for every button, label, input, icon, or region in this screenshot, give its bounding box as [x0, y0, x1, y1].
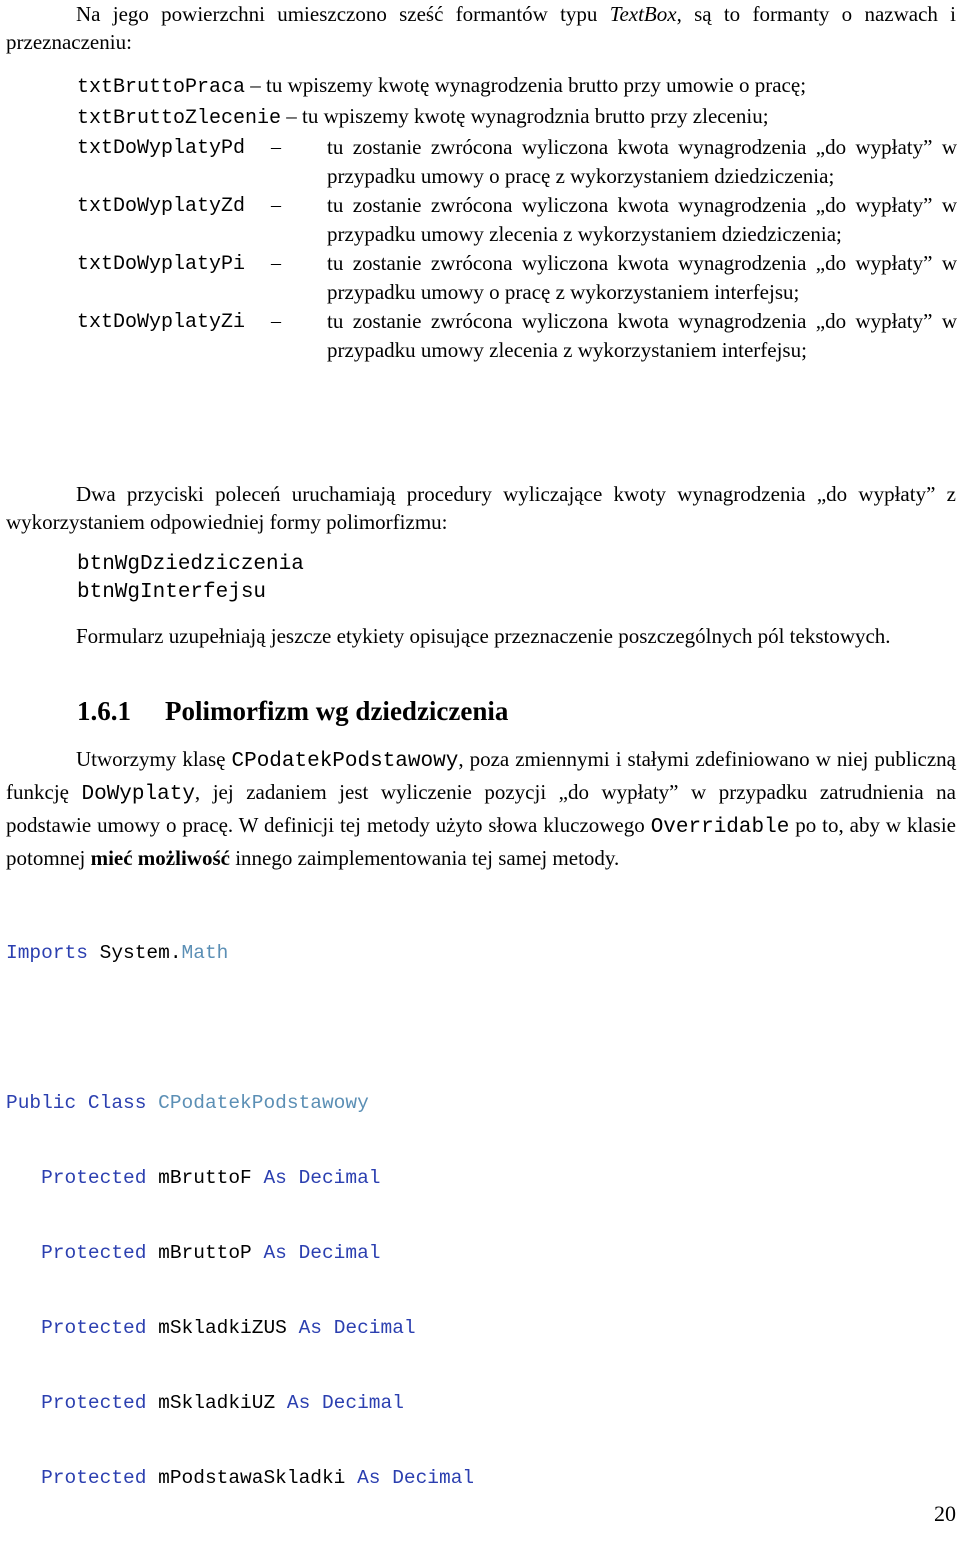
code-line-field	[6, 1241, 474, 1266]
definition-desc: tu zostanie zwrócona wyliczona kwota wynagrodzenia „do wypłaty” w przypadku umowy zlecenia z wykorzystaniem dziedziczenia;	[327, 193, 957, 246]
definition-term: txtDoWyplatyPd	[77, 137, 246, 160]
body-text: innego zaimplementowania tej samej metody.	[229, 846, 620, 870]
intro-text-after: , są to formanty o nazwach i przeznaczeniu:	[6, 2, 956, 54]
labels-note-text: Formularz uzupełniają jeszcze etykiety opisujące przeznaczenie poszczególnych pól tekstowych.	[76, 624, 891, 648]
code-keyword: Imports	[6, 942, 88, 964]
code-line-field	[6, 1466, 474, 1491]
code-line-class	[6, 1091, 474, 1116]
code-line-field	[6, 1166, 474, 1191]
definition-term-cell	[77, 249, 327, 307]
code-field-name: mPodstawaSkladki	[158, 1467, 346, 1489]
section-title: Polimorfizm wg dziedziczenia	[165, 696, 509, 726]
code-blank-line	[6, 1016, 474, 1041]
code-keyword: Class	[87, 1092, 147, 1114]
code-field-name: mSkladkiUZ	[158, 1392, 276, 1414]
code-keyword: As	[263, 1242, 287, 1264]
definition-row	[77, 71, 957, 102]
definition-desc: – tu wpiszemy kwotę wynagrodznia brutto przy zleceniu;	[286, 104, 769, 128]
body-text: Utworzymy klasę	[76, 747, 232, 771]
code-field-name: mSkladkiZUS	[158, 1317, 287, 1339]
definition-term: txtBruttoPraca	[77, 76, 246, 99]
body-text: , jej zadaniem jest wyliczenie pozycji „do wypłaty” w przypadku zatrudnienia na podstawie umowy o pracę. W definicji tej metody użyto słowa kluczowego	[6, 780, 956, 837]
body-text: po to, aby w klasie potomnej	[6, 813, 956, 870]
body-paragraph	[6, 744, 956, 873]
labels-paragraph	[6, 622, 956, 650]
page-number: 20	[934, 1501, 956, 1526]
definition-row	[77, 249, 957, 307]
code-class-name: CPodatekPodstawowy	[158, 1092, 369, 1114]
code-type: Decimal	[333, 1317, 416, 1339]
definition-desc: tu zostanie zwrócona wyliczona kwota wynagrodzenia „do wypłaty” w przypadku umowy o pracę z wykorzystaniem interfejsu;	[327, 251, 957, 304]
code-keyword: As	[357, 1467, 381, 1489]
inline-code-keyword: Overridable	[650, 816, 790, 839]
code-modifier: Protected	[41, 1167, 147, 1189]
button-name-item: btnWgDziedziczenia	[77, 553, 304, 576]
definition-desc: tu zostanie zwrócona wyliczona kwota wynagrodzenia „do wypłaty” w przypadku umowy o pracę z wykorzystaniem dziedziczenia;	[327, 135, 957, 188]
button-name-item: btnWgInterfejsu	[77, 581, 267, 604]
definition-row	[77, 133, 957, 191]
section-heading	[77, 694, 508, 728]
code-keyword: As	[298, 1317, 322, 1339]
code-keyword: As	[286, 1392, 311, 1414]
buttons-paragraph	[6, 480, 956, 536]
definition-dash: –	[271, 194, 282, 216]
definition-term: txtDoWyplatyPi	[77, 253, 246, 276]
buttons-intro-text: Dwa przyciski poleceń uruchamiają procedury wyliczające kwoty wynagrodzenia „do wypłaty” z wykorzystaniem odpowiedniej formy polimorfizmu:	[6, 482, 956, 534]
code-field-name: mBruttoF	[158, 1167, 252, 1189]
intro-text-before: Na jego powierzchni umieszczono sześć formantów typu	[76, 2, 610, 26]
button-list	[77, 551, 304, 607]
code-keyword: As	[263, 1167, 287, 1189]
code-type: Decimal	[392, 1467, 475, 1489]
definition-term-cell	[77, 191, 327, 249]
definition-row	[77, 307, 957, 365]
code-type: Decimal	[298, 1242, 381, 1264]
definition-term-cell	[77, 133, 327, 191]
code-line-field	[6, 1316, 474, 1341]
definition-dash: –	[271, 136, 282, 158]
definition-term: txtDoWyplatyZi	[77, 311, 246, 334]
definition-term: txtDoWyplatyZd	[77, 195, 246, 218]
code-type: Decimal	[321, 1392, 404, 1414]
inline-code-class: CPodatekPodstawowy	[231, 750, 459, 773]
code-listing	[6, 891, 474, 1541]
code-modifier: Protected	[41, 1392, 147, 1414]
definition-row	[77, 191, 957, 249]
definition-dash: –	[271, 252, 282, 274]
code-keyword: Public	[6, 1092, 77, 1114]
code-field-name: mBruttoP	[158, 1242, 252, 1264]
code-modifier: Protected	[41, 1317, 147, 1339]
section-number: 1.6.1	[77, 696, 131, 726]
intro-paragraph	[6, 0, 956, 56]
code-type: Math	[181, 942, 229, 964]
body-text: , poza zmiennymi i stałymi zdefiniowano w niej publiczną funkcję	[6, 747, 956, 804]
intro-italic-term: TextBox	[609, 2, 677, 26]
code-line-imports	[6, 941, 474, 966]
code-modifier: Protected	[41, 1467, 147, 1489]
inline-code-function: DoWyplaty	[81, 783, 195, 806]
code-modifier: Protected	[41, 1242, 147, 1264]
code-type: Decimal	[298, 1167, 381, 1189]
definition-row	[77, 102, 957, 133]
definition-term-cell	[77, 307, 327, 365]
definition-term: txtBruttoZlecenie	[77, 107, 282, 130]
definition-desc: tu zostanie zwrócona wyliczona kwota wynagrodzenia „do wypłaty” w przypadku umowy zlecenia z wykorzystaniem interfejsu;	[327, 309, 957, 362]
code-namespace: System.	[99, 942, 182, 964]
body-bold-text: mieć możliwość	[90, 846, 230, 870]
textbox-definitions	[77, 71, 957, 365]
code-line-field	[6, 1391, 474, 1416]
definition-dash: –	[271, 310, 282, 332]
definition-desc: – tu wpiszemy kwotę wynagrodzenia brutto przy umowie o pracę;	[250, 73, 807, 97]
